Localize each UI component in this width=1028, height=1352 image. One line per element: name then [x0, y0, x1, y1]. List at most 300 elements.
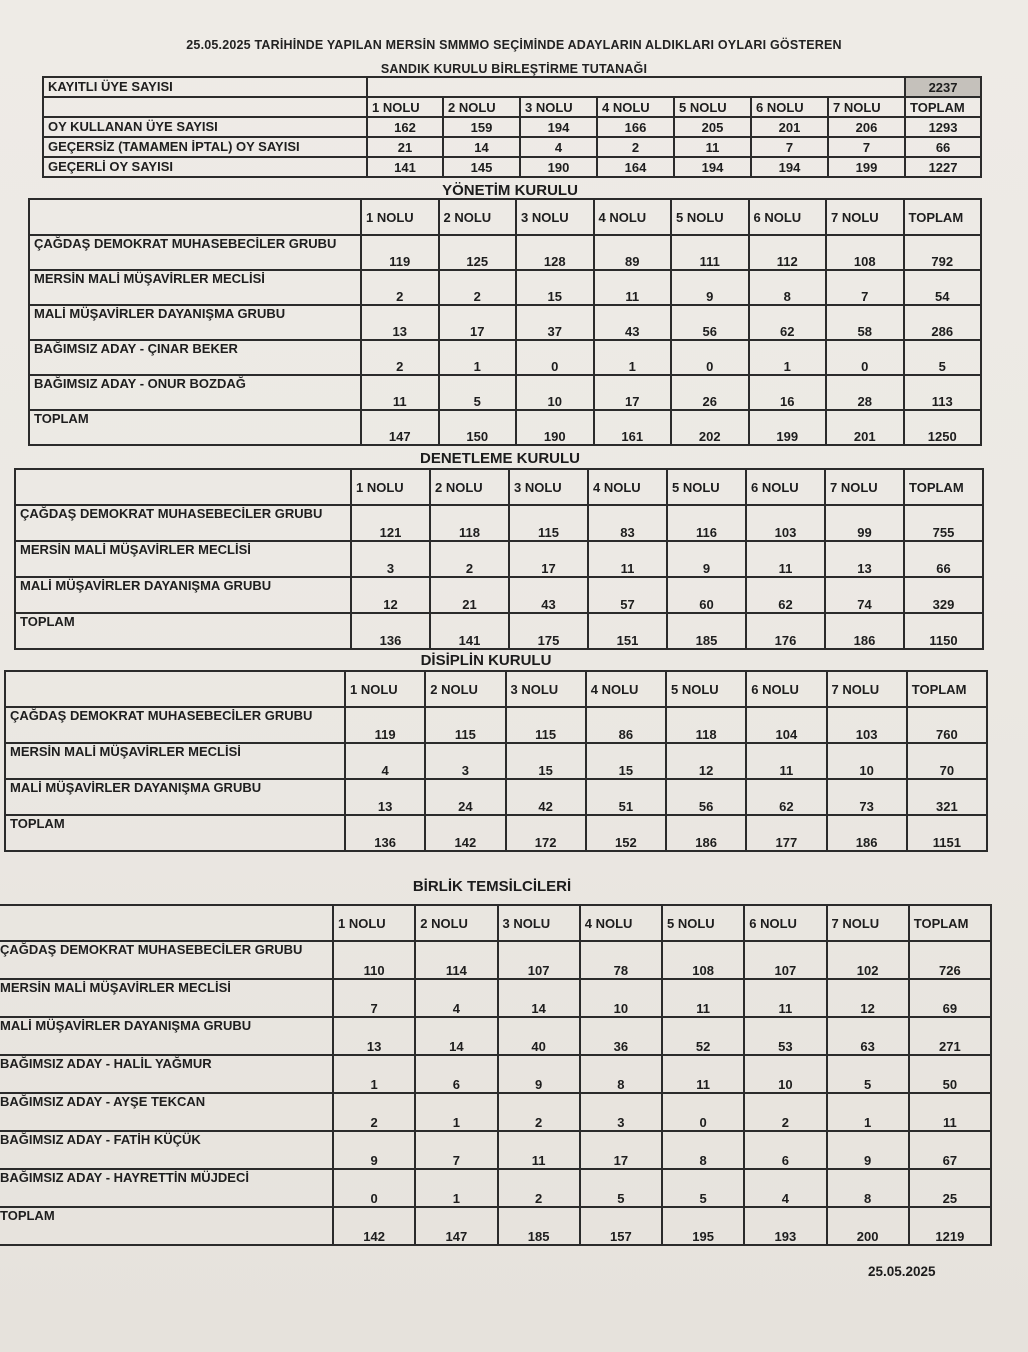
col-header: 2 NOLU — [415, 905, 497, 941]
vote-cell: 142 — [333, 1207, 415, 1245]
col-header: 2 NOLU — [430, 469, 509, 505]
vote-cell: 83 — [588, 505, 667, 541]
vote-cell: 172 — [506, 815, 586, 851]
vote-cell: 1 — [333, 1055, 415, 1093]
section-header-row — [5, 671, 987, 707]
vote-cell: 53 — [744, 1017, 826, 1055]
footer-date: 25.05.2025 — [868, 1264, 936, 1279]
col-header: 5 NOLU — [667, 469, 746, 505]
summary-cell: 190 — [520, 157, 597, 177]
col-header: 4 NOLU — [588, 469, 667, 505]
vote-cell: 36 — [580, 1017, 662, 1055]
col-header: 6 NOLU — [746, 671, 826, 707]
vote-cell: 67 — [909, 1131, 991, 1169]
vote-cell: 186 — [666, 815, 746, 851]
vote-cell: 186 — [827, 815, 907, 851]
report-title-line-1: 25.05.2025 TARİHİNDE YAPILAN MERSİN SMMMO SEÇİMİNDE ADAYLARIN ALDIKLARI OYLARI GÖSTEREN — [186, 38, 842, 52]
vote-cell: 102 — [827, 941, 909, 979]
section-heading-birlik: BİRLİK TEMSİLCİLERİ — [412, 878, 572, 895]
vote-cell: 12 — [827, 979, 909, 1017]
vote-cell: 1250 — [904, 410, 982, 445]
disiplin-kurulu-table — [4, 670, 988, 852]
vote-cell: 0 — [671, 340, 749, 375]
vote-cell: 56 — [666, 779, 746, 815]
col-header: 2 NOLU — [439, 199, 517, 235]
vote-cell: 1 — [439, 340, 517, 375]
vote-cell: 115 — [506, 707, 586, 743]
vote-cell: 12 — [666, 743, 746, 779]
col-header: 5 NOLU — [674, 97, 751, 117]
vote-cell: 54 — [904, 270, 982, 305]
row-label: MERSİN MALİ MÜŞAVİRLER MECLİSİ — [0, 979, 333, 1017]
section-heading-denetleme: DENETLEME KURULU — [420, 450, 580, 467]
vote-cell: 9 — [671, 270, 749, 305]
col-header: 7 NOLU — [827, 671, 907, 707]
vote-cell: 26 — [671, 375, 749, 410]
section-row — [15, 577, 983, 613]
col-header: 1 NOLU — [333, 905, 415, 941]
vote-cell: 14 — [498, 979, 580, 1017]
summary-row-label: OY KULLANAN ÜYE SAYISI — [43, 117, 367, 137]
vote-cell: 185 — [498, 1207, 580, 1245]
summary-cell: 4 — [520, 137, 597, 157]
vote-cell: 118 — [430, 505, 509, 541]
section-header-row — [0, 905, 991, 941]
summary-cell: 159 — [443, 117, 520, 137]
row-label: MALİ MÜŞAVİRLER DAYANIŞMA GRUBU — [15, 577, 351, 613]
vote-cell: 3 — [425, 743, 505, 779]
col-header: 6 NOLU — [744, 905, 826, 941]
vote-cell: 157 — [580, 1207, 662, 1245]
vote-cell: 200 — [827, 1207, 909, 1245]
vote-cell: 99 — [825, 505, 904, 541]
vote-cell: 114 — [415, 941, 497, 979]
vote-cell: 63 — [827, 1017, 909, 1055]
vote-cell: 103 — [746, 505, 825, 541]
section-total-row — [5, 815, 987, 851]
vote-cell: 74 — [825, 577, 904, 613]
section-row — [5, 707, 987, 743]
vote-cell: 116 — [667, 505, 746, 541]
vote-cell: 136 — [351, 613, 430, 649]
vote-cell: 28 — [826, 375, 904, 410]
section-header-row — [15, 469, 983, 505]
section-heading-disiplin: DİSİPLİN KURULU — [420, 652, 552, 669]
col-header: TOPLAM — [909, 905, 991, 941]
col-header: 3 NOLU — [498, 905, 580, 941]
vote-cell: 43 — [509, 577, 588, 613]
vote-cell: 119 — [361, 235, 439, 270]
vote-cell: 86 — [586, 707, 666, 743]
registered-members-label: KAYITLI ÜYE SAYISI — [43, 77, 367, 97]
vote-cell: 1 — [749, 340, 827, 375]
vote-cell: 128 — [516, 235, 594, 270]
summary-row-label: GEÇERSİZ (TAMAMEN İPTAL) OY SAYISI — [43, 137, 367, 157]
vote-cell: 25 — [909, 1169, 991, 1207]
section-row — [29, 375, 981, 410]
summary-cell: 2 — [597, 137, 674, 157]
summary-cell: 7 — [751, 137, 828, 157]
vote-cell: 11 — [588, 541, 667, 577]
vote-cell: 56 — [671, 305, 749, 340]
col-header: 6 NOLU — [746, 469, 825, 505]
vote-cell: 136 — [345, 815, 425, 851]
col-header: 2 NOLU — [443, 97, 520, 117]
vote-cell: 118 — [666, 707, 746, 743]
col-header: 1 NOLU — [345, 671, 425, 707]
summary-cell: 14 — [443, 137, 520, 157]
vote-cell: 147 — [415, 1207, 497, 1245]
vote-cell: 0 — [516, 340, 594, 375]
vote-cell: 8 — [827, 1169, 909, 1207]
vote-cell: 2 — [333, 1093, 415, 1131]
summary-cell: 194 — [674, 157, 751, 177]
vote-cell: 15 — [586, 743, 666, 779]
denetleme-kurulu-table — [14, 468, 984, 650]
vote-cell: 9 — [667, 541, 746, 577]
summary-body — [43, 117, 981, 177]
row-label: MALİ MÜŞAVİRLER DAYANIŞMA GRUBU — [0, 1017, 333, 1055]
vote-cell: 2 — [361, 270, 439, 305]
col-header: TOPLAM — [905, 97, 981, 117]
summary-row — [43, 157, 981, 177]
section-row — [15, 505, 983, 541]
row-label: TOPLAM — [15, 613, 351, 649]
vote-cell: 151 — [588, 613, 667, 649]
summary-cell: 145 — [443, 157, 520, 177]
vote-cell: 321 — [907, 779, 987, 815]
summary-row — [43, 117, 981, 137]
summary-cell: 206 — [828, 117, 905, 137]
vote-cell: 1 — [415, 1169, 497, 1207]
summary-cell: 164 — [597, 157, 674, 177]
row-label: ÇAĞDAŞ DEMOKRAT MUHASEBECİLER GRUBU — [29, 235, 361, 270]
vote-cell: 57 — [588, 577, 667, 613]
vote-cell: 6 — [744, 1131, 826, 1169]
row-label: ÇAĞDAŞ DEMOKRAT MUHASEBECİLER GRUBU — [5, 707, 345, 743]
vote-cell: 2 — [439, 270, 517, 305]
vote-cell: 17 — [439, 305, 517, 340]
vote-cell: 73 — [827, 779, 907, 815]
vote-cell: 13 — [361, 305, 439, 340]
birlik-temsilcileri-table — [0, 904, 992, 1246]
vote-cell: 89 — [594, 235, 672, 270]
section-total-row — [15, 613, 983, 649]
vote-cell: 37 — [516, 305, 594, 340]
col-header: 5 NOLU — [662, 905, 744, 941]
vote-cell: 9 — [827, 1131, 909, 1169]
summary-cell: 11 — [674, 137, 751, 157]
summary-cell: 201 — [751, 117, 828, 137]
vote-cell: 24 — [425, 779, 505, 815]
row-label: BAĞIMSIZ ADAY - ONUR BOZDAĞ — [29, 375, 361, 410]
summary-cell: 194 — [520, 117, 597, 137]
section-row — [0, 1055, 991, 1093]
vote-cell: 5 — [439, 375, 517, 410]
vote-cell: 107 — [498, 941, 580, 979]
vote-cell: 9 — [498, 1055, 580, 1093]
vote-cell: 0 — [333, 1169, 415, 1207]
row-label: MALİ MÜŞAVİRLER DAYANIŞMA GRUBU — [29, 305, 361, 340]
vote-cell: 13 — [333, 1017, 415, 1055]
vote-cell: 10 — [516, 375, 594, 410]
section-row — [0, 1093, 991, 1131]
col-header: 6 NOLU — [749, 199, 827, 235]
summary-cell: 1227 — [905, 157, 981, 177]
vote-cell: 13 — [825, 541, 904, 577]
vote-cell: 161 — [594, 410, 672, 445]
section-row — [29, 305, 981, 340]
vote-cell: 115 — [509, 505, 588, 541]
vote-cell: 2 — [498, 1093, 580, 1131]
vote-cell: 119 — [345, 707, 425, 743]
summary-cell: 199 — [828, 157, 905, 177]
vote-cell: 760 — [907, 707, 987, 743]
vote-cell: 193 — [744, 1207, 826, 1245]
section-row — [5, 743, 987, 779]
registered-members-row — [43, 77, 981, 97]
summary-header-row — [43, 97, 981, 117]
col-header: 1 NOLU — [351, 469, 430, 505]
vote-cell: 755 — [904, 505, 983, 541]
vote-cell: 3 — [351, 541, 430, 577]
row-label: TOPLAM — [29, 410, 361, 445]
vote-cell: 107 — [744, 941, 826, 979]
vote-cell: 286 — [904, 305, 982, 340]
vote-cell: 5 — [662, 1169, 744, 1207]
vote-cell: 1 — [415, 1093, 497, 1131]
vote-cell: 11 — [498, 1131, 580, 1169]
col-header: 6 NOLU — [751, 97, 828, 117]
vote-cell: 69 — [909, 979, 991, 1017]
vote-cell: 125 — [439, 235, 517, 270]
vote-cell: 11 — [662, 979, 744, 1017]
vote-cell: 11 — [594, 270, 672, 305]
vote-cell: 150 — [439, 410, 517, 445]
vote-cell: 1 — [594, 340, 672, 375]
vote-cell: 2 — [498, 1169, 580, 1207]
row-label: BAĞIMSIZ ADAY - AYŞE TEKCAN — [0, 1093, 333, 1131]
col-header: 1 NOLU — [361, 199, 439, 235]
vote-cell: 40 — [498, 1017, 580, 1055]
vote-cell: 329 — [904, 577, 983, 613]
row-label: MERSİN MALİ MÜŞAVİRLER MECLİSİ — [5, 743, 345, 779]
vote-cell: 1151 — [907, 815, 987, 851]
row-label: TOPLAM — [0, 1207, 333, 1245]
vote-cell: 175 — [509, 613, 588, 649]
col-header: TOPLAM — [907, 671, 987, 707]
summary-cell: 166 — [597, 117, 674, 137]
vote-cell: 14 — [415, 1017, 497, 1055]
vote-cell: 7 — [415, 1131, 497, 1169]
col-header: 3 NOLU — [516, 199, 594, 235]
vote-cell: 110 — [333, 941, 415, 979]
col-header: 3 NOLU — [509, 469, 588, 505]
vote-cell: 1150 — [904, 613, 983, 649]
vote-cell: 5 — [580, 1169, 662, 1207]
row-label: ÇAĞDAŞ DEMOKRAT MUHASEBECİLER GRUBU — [0, 941, 333, 979]
vote-cell: 195 — [662, 1207, 744, 1245]
vote-cell: 5 — [904, 340, 982, 375]
section-row — [5, 779, 987, 815]
vote-cell: 201 — [826, 410, 904, 445]
vote-cell: 190 — [516, 410, 594, 445]
vote-cell: 103 — [827, 707, 907, 743]
vote-cell: 108 — [826, 235, 904, 270]
vote-cell: 13 — [345, 779, 425, 815]
summary-cell: 66 — [905, 137, 981, 157]
vote-cell: 176 — [746, 613, 825, 649]
row-label: MERSİN MALİ MÜŞAVİRLER MECLİSİ — [15, 541, 351, 577]
col-header: 4 NOLU — [580, 905, 662, 941]
summary-cell: 162 — [367, 117, 443, 137]
vote-cell: 147 — [361, 410, 439, 445]
vote-cell: 177 — [746, 815, 826, 851]
vote-cell: 4 — [345, 743, 425, 779]
section-row — [0, 1131, 991, 1169]
row-label: BAĞIMSIZ ADAY - HALİL YAĞMUR — [0, 1055, 333, 1093]
report-title-line-2: SANDIK KURULU BİRLEŞTİRME TUTANAĞI — [380, 62, 648, 76]
vote-cell: 62 — [746, 577, 825, 613]
section-row — [0, 1017, 991, 1055]
vote-cell: 11 — [909, 1093, 991, 1131]
vote-cell: 60 — [667, 577, 746, 613]
summary-cell: 7 — [828, 137, 905, 157]
vote-cell: 58 — [826, 305, 904, 340]
vote-cell: 62 — [749, 305, 827, 340]
vote-cell: 11 — [662, 1055, 744, 1093]
vote-cell: 21 — [430, 577, 509, 613]
vote-cell: 42 — [506, 779, 586, 815]
section-row — [29, 235, 981, 270]
col-header: 7 NOLU — [827, 905, 909, 941]
vote-cell: 113 — [904, 375, 982, 410]
vote-cell: 726 — [909, 941, 991, 979]
vote-cell: 108 — [662, 941, 744, 979]
col-header: 7 NOLU — [825, 469, 904, 505]
vote-cell: 271 — [909, 1017, 991, 1055]
vote-cell: 104 — [746, 707, 826, 743]
row-label: BAĞIMSIZ ADAY - HAYRETTİN MÜJDECİ — [0, 1169, 333, 1207]
row-label: ÇAĞDAŞ DEMOKRAT MUHASEBECİLER GRUBU — [15, 505, 351, 541]
voter-summary-table — [42, 76, 982, 178]
vote-cell: 2 — [361, 340, 439, 375]
section-header-row — [29, 199, 981, 235]
vote-cell: 11 — [361, 375, 439, 410]
row-label: BAĞIMSIZ ADAY - FATİH KÜÇÜK — [0, 1131, 333, 1169]
summary-cell: 141 — [367, 157, 443, 177]
col-header: 2 NOLU — [425, 671, 505, 707]
vote-cell: 8 — [580, 1055, 662, 1093]
vote-cell: 1219 — [909, 1207, 991, 1245]
summary-cell: 1293 — [905, 117, 981, 137]
vote-cell: 141 — [430, 613, 509, 649]
section-row — [0, 1169, 991, 1207]
vote-cell: 78 — [580, 941, 662, 979]
vote-cell: 17 — [594, 375, 672, 410]
vote-cell: 121 — [351, 505, 430, 541]
vote-cell: 10 — [744, 1055, 826, 1093]
col-header: 4 NOLU — [597, 97, 674, 117]
vote-cell: 16 — [749, 375, 827, 410]
col-header: 3 NOLU — [506, 671, 586, 707]
row-label: MALİ MÜŞAVİRLER DAYANIŞMA GRUBU — [5, 779, 345, 815]
col-header: 7 NOLU — [826, 199, 904, 235]
vote-cell: 142 — [425, 815, 505, 851]
section-total-row — [29, 410, 981, 445]
section-row — [0, 941, 991, 979]
vote-cell: 10 — [827, 743, 907, 779]
vote-cell: 1 — [827, 1093, 909, 1131]
row-label: BAĞIMSIZ ADAY - ÇINAR BEKER — [29, 340, 361, 375]
vote-cell: 115 — [425, 707, 505, 743]
vote-cell: 5 — [827, 1055, 909, 1093]
section-total-row — [0, 1207, 991, 1245]
col-header: 3 NOLU — [520, 97, 597, 117]
col-header: 7 NOLU — [828, 97, 905, 117]
vote-cell: 12 — [351, 577, 430, 613]
registered-members-value: 2237 — [905, 77, 981, 97]
col-header: 4 NOLU — [594, 199, 672, 235]
vote-cell: 10 — [580, 979, 662, 1017]
vote-cell: 8 — [662, 1131, 744, 1169]
vote-cell: 17 — [509, 541, 588, 577]
row-label: TOPLAM — [5, 815, 345, 851]
vote-cell: 52 — [662, 1017, 744, 1055]
vote-cell: 6 — [415, 1055, 497, 1093]
vote-cell: 2 — [430, 541, 509, 577]
vote-cell: 111 — [671, 235, 749, 270]
section-heading-yonetim: YÖNETİM KURULU — [442, 182, 578, 199]
vote-cell: 62 — [746, 779, 826, 815]
vote-cell: 15 — [516, 270, 594, 305]
vote-cell: 11 — [746, 541, 825, 577]
vote-cell: 792 — [904, 235, 982, 270]
vote-cell: 9 — [333, 1131, 415, 1169]
summary-row-label: GEÇERLİ OY SAYISI — [43, 157, 367, 177]
vote-cell: 2 — [744, 1093, 826, 1131]
vote-cell: 11 — [744, 979, 826, 1017]
vote-cell: 17 — [580, 1131, 662, 1169]
col-header: TOPLAM — [904, 199, 982, 235]
col-header: 4 NOLU — [586, 671, 666, 707]
vote-cell: 0 — [826, 340, 904, 375]
col-header: 1 NOLU — [367, 97, 443, 117]
vote-cell: 43 — [594, 305, 672, 340]
vote-cell: 186 — [825, 613, 904, 649]
vote-cell: 11 — [746, 743, 826, 779]
summary-cell: 194 — [751, 157, 828, 177]
vote-cell: 51 — [586, 779, 666, 815]
vote-cell: 70 — [907, 743, 987, 779]
vote-cell: 7 — [826, 270, 904, 305]
vote-cell: 7 — [333, 979, 415, 1017]
vote-cell: 8 — [749, 270, 827, 305]
section-row — [0, 979, 991, 1017]
col-header: TOPLAM — [904, 469, 983, 505]
yonetim-kurulu-table — [28, 198, 982, 446]
vote-cell: 66 — [904, 541, 983, 577]
col-header: 5 NOLU — [671, 199, 749, 235]
vote-cell: 185 — [667, 613, 746, 649]
vote-cell: 199 — [749, 410, 827, 445]
vote-cell: 202 — [671, 410, 749, 445]
vote-cell: 50 — [909, 1055, 991, 1093]
section-row — [29, 340, 981, 375]
section-row — [15, 541, 983, 577]
vote-cell: 4 — [415, 979, 497, 1017]
vote-cell: 15 — [506, 743, 586, 779]
